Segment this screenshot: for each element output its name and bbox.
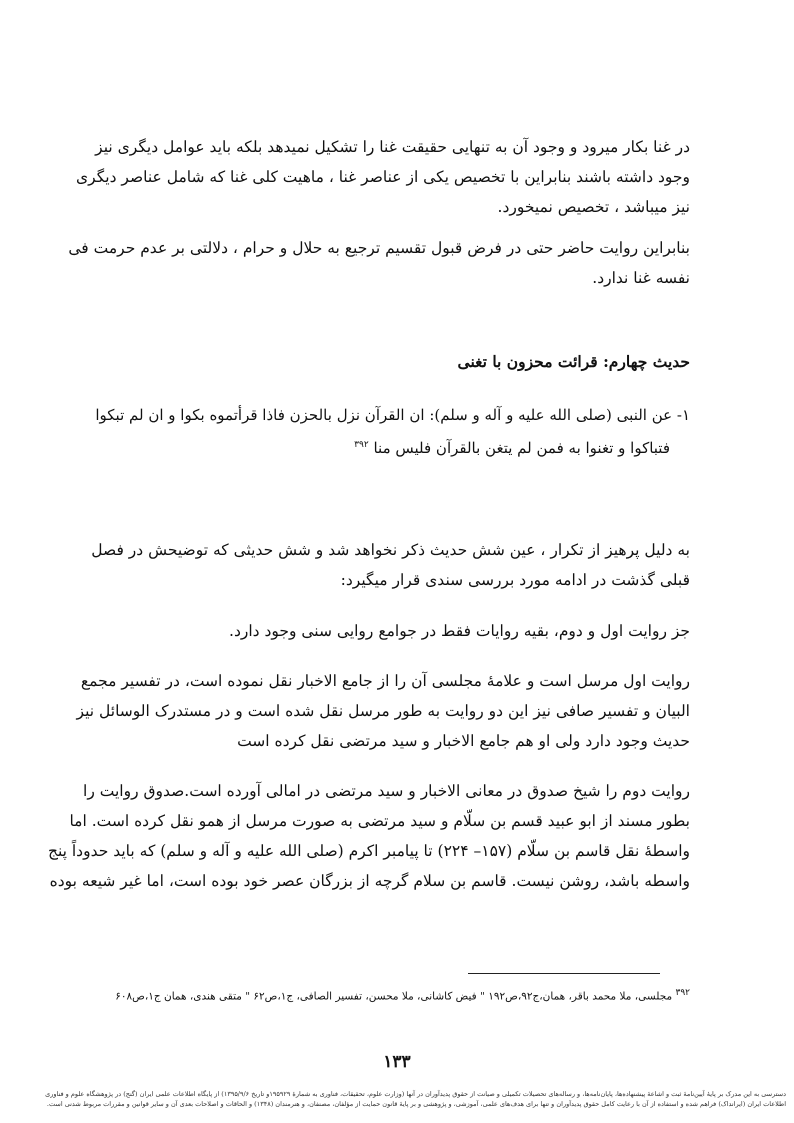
- disclaimer-line: اطلاعات ایران (ایرانداک) فراهم شده و استفاده از آن با رعایت کامل حقوق پدیدآوران و تنها برای هدف‌های علمی، آموزشی، و پژوهشی و بر پایهٔ قانون حمایت از مؤلفان، مصنفان، و هنرمندان (۱۳۴۸) و الحاقات و اصلاحات بعدی آن و سایر قوانین و مقررات مربوط شدنی است.: [46, 1100, 786, 1108]
- paragraph-1: [76, 132, 690, 222]
- text-line: بنابراین روایت حاضر حتی در فرض قبول تقسیم ترجیع به حلال و حرام ، دلالتی بر عدم حرمت فی: [68, 239, 690, 257]
- footnote-number: ۳۹۲: [675, 988, 690, 998]
- paragraph-4: [104, 616, 690, 646]
- hadith-line-2-text: فتباکوا و تغنوا به فمن لم یتغن بالقرآن فلیس منا: [373, 439, 670, 457]
- copyright-disclaimer: [8, 1089, 786, 1109]
- text-line: روایت دوم را شیخ صدوق در معانی الاخبار و سید مرتضی در امالی آورده است.صدوق روایت را: [83, 782, 690, 800]
- paragraph-3: [91, 535, 690, 595]
- text-line: در غنا بکار میرود و وجود آن به تنهایی حقیقت غنا را تشکیل نمیدهد بلکه باید عوامل دیگری نیز: [95, 138, 690, 156]
- paragraph-5: [76, 666, 690, 756]
- text-line: نیز میباشد ، تخصیص نمیخورد.: [497, 198, 690, 216]
- paragraph-2: [68, 233, 690, 293]
- text-line: وجود داشته باشند بنابراین با تخصیص یکی از عناصر غنا ، ماهیت کلی غنا که شامل عناصر دیگری: [76, 168, 690, 186]
- footnote-divider: [468, 973, 660, 974]
- paragraph-6: [47, 776, 690, 896]
- text-line: واسطه باشد، روشن نیست. قاسم بن سلام گرچه از بزرگان عصر خود بوده است، اما غیر شیعه بوده: [49, 872, 690, 890]
- text-line: بطور مسند از ابو عبید قسم بن سلّام و سید مرتضی به صورت مرسل از همو نقل کرده است. اما: [69, 812, 690, 830]
- text-line: نفسه غنا ندارد.: [592, 269, 690, 287]
- text-line: به دلیل پرهیز از تکرار ، عین شش حدیث ذکر نخواهد شد و شش حدیثی که توضیحش در فصل: [91, 541, 690, 559]
- disclaimer-line: دسترسی به این مدرک بر پایهٔ آیین‌نامهٔ ثبت و اشاعهٔ پیشنهاده‌ها، پایان‌نامه‌ها، و رساله‌های تحصیلات تکمیلی و صیانت از حقوق پدیدآوران در آنها (وزارت علوم، تحقیقات، فناوری به شمارهٔ ۱۹۵۹۲۹و تاریخ ۱۳۹۵/۹/۶) از پایگاه اطلاعات علمی ایران (گنج) در پژوهشگاه علوم و فناوری: [45, 1090, 786, 1098]
- footnote-text: مجلسی، ملا محمد باقر، همان،ج۹۲،ص۱۹۲ " فیض کاشانی، ملا محسن، تفسیر الصافی، ج۱،ص۶۲ " متقی هندی، همان ج۱،ص۶۰۸: [115, 990, 673, 1003]
- hadith-line-2: [104, 430, 690, 463]
- text-line: جز روایت اول و دوم، بقیه روایات فقط در جوامع روایی سنی وجود دارد.: [229, 622, 690, 640]
- hadith-line-1: ۱- عن النبی (صلی الله علیه و آله و سلم): ان القرآن نزل بالحزن فاذا قرأتموه بکوا و ان لم تبکوا: [95, 406, 690, 424]
- text-line: البیان و تفسیر صافی نیز این دو روایت به طور مرسل نقل شده است و در مستدرک الوسائل نیز: [76, 702, 690, 720]
- text-line: حدیث وجود دارد ولی او هم جامع الاخبار و سید مرتضی نقل کرده است: [237, 732, 690, 750]
- text-line: قبلی گذشت در ادامه مورد بررسی سندی قرار میگیرد:: [340, 571, 690, 589]
- section-heading: حدیث چهارم: قرائت محزون با تغنی: [457, 352, 690, 371]
- page-number: ۱۳۳: [383, 1052, 411, 1072]
- text-line: روایت اول مرسل است و علامهٔ مجلسی آن را از جامع الاخبار نقل نموده است، در تفسیر مجمع: [80, 672, 690, 690]
- text-line: واسطهٔ نقل قاسم بن سلّام (۱۵۷– ۲۲۴) تا پیامبر اکرم (صلی الله علیه و آله و سلم) که باید حدوداً پنج: [47, 842, 690, 860]
- hadith-quote: [95, 400, 690, 463]
- footnote-reference[interactable]: ۳۹۲: [354, 440, 369, 450]
- footnote: [96, 988, 690, 1003]
